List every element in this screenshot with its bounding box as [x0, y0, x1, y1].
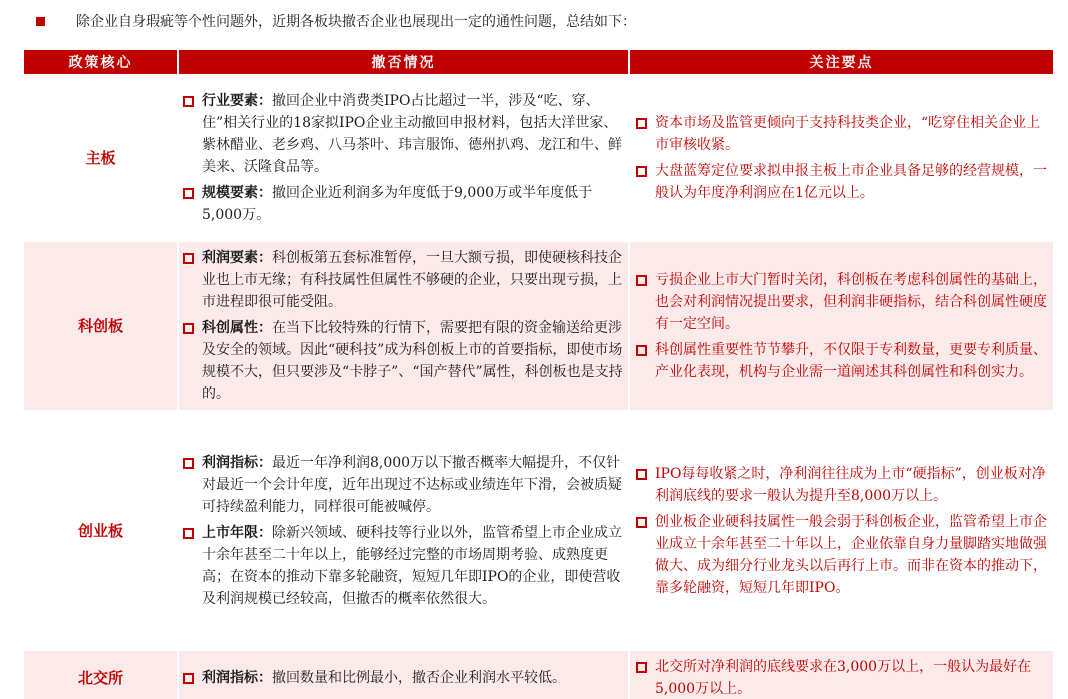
policy-table: [24, 50, 1053, 699]
situation-text: 撤回企业中消费类IPO占比超过一半，涉及“吃、穿、住”相关行业的18家拟IPO企业主动撤回申报材料，包括大洋世家、紫林醋业、老乡鸡、八马茶叶、玮言服饰、德州扒鸡、龙江和牛、鲜美来、沃隆食品等。: [202, 93, 622, 175]
situation-cell: [179, 640, 630, 699]
focus-text: 亏损企业上市大门暂时关闭，科创板在考虑科创属性的基础上，也会对利润情况提出要求，但利润非硬指标，结合科创属性硬度有一定空间。: [655, 272, 1047, 332]
situation-text: 撤回企业近利润多为年度低于9,000万或半年度低于5,000万。: [202, 185, 593, 223]
situation-item: [183, 182, 624, 226]
category-cell: 北交所: [24, 640, 179, 699]
situation-item: [183, 667, 624, 689]
header-policy-core: 政策核心: [24, 50, 179, 74]
table-row-star-market: [24, 231, 1053, 410]
focus-cell: [630, 231, 1053, 410]
header-focus-points: 关注要点: [630, 50, 1053, 74]
header-withdrawal-situation: 撤否情况: [179, 50, 630, 74]
square-bullet-icon: [36, 17, 45, 26]
situation-text: 最近一年净利润8,000万以下撤否概率大幅提升，不仅针对最近一个会计年度，近年出现过不达标或业绩连年下滑，会被质疑可持续盈利能力，同样很可能被喊停。: [202, 454, 622, 515]
situation-cell: [179, 231, 630, 410]
situation-text: 在当下比较特殊的行情下，需要把有限的资金输送给更涉及安全的领域。因此“硬科技”成为科创板上市的首要指标，即使市场规模不大，但只要涉及“卡脖子”、“国产替代”属性，科创板也是支持的。: [202, 320, 623, 402]
focus-item: [636, 463, 1049, 507]
checkbox-square-icon: [636, 517, 647, 528]
situation-title: 上市年限：: [202, 524, 272, 541]
checkbox-square-icon: [636, 345, 647, 356]
situation-item: [183, 522, 624, 610]
focus-item: [636, 269, 1049, 335]
table-header-row: [24, 50, 1053, 74]
focus-cell: [630, 410, 1053, 640]
category-cell: 创业板: [24, 410, 179, 640]
table-row-bse: [24, 640, 1053, 699]
table-row-main-board: [24, 74, 1053, 231]
focus-item: [636, 656, 1049, 699]
focus-text: 资本市场及监管更倾向于支持科技类企业，“吃穿住相关企业上市审核收紧。: [655, 115, 1041, 153]
checkbox-square-icon: [183, 188, 194, 199]
intro-text: 除企业自身瑕疵等个性问题外，近期各板块撤否企业也展现出一定的通性问题，总结如下：: [76, 14, 636, 30]
focus-item: [636, 511, 1049, 599]
focus-item: [636, 160, 1049, 204]
focus-cell: [630, 640, 1053, 699]
situation-cell: [179, 74, 630, 231]
category-cell: 主板: [24, 74, 179, 231]
focus-item: [636, 339, 1049, 383]
focus-text: 创业板企业硬科技属性一般会弱于科创板企业，监管希望上市企业成立十余年甚至二十年以上，企业依靠自身力量脚踏实地做强做大、成为细分行业龙头以后再行上市。而非在资本的推动下，靠多轮融资，短短几年即IPO。: [655, 513, 1047, 596]
situation-title: 利润指标：: [202, 670, 272, 686]
focus-cell: [630, 74, 1053, 231]
category-cell: 科创板: [24, 231, 179, 410]
situation-text: 除新兴领域、硬科技等行业以外，监管希望上市企业成立十余年甚至二十年以上，能够经过完整的市场周期考验、成熟度更高；在资本的推动下靠多轮融资，短短几年即IPO的企业，即使营收及利润规模已经较高，但撤否的概率依然很大。: [202, 524, 622, 607]
focus-text: IPO每每收紧之时，净利润往往成为上市“硬指标”，创业板对净利润底线的要求一般认为提升至8,000万以上。: [655, 465, 1046, 504]
focus-text: 大盘蓝筹定位要求拟申报主板上市企业具备足够的经营规模，一般认为年度净利润应在1亿元以上。: [655, 163, 1047, 201]
situation-text: 撤回数量和比例最小，撤否企业利润水平较低。: [272, 670, 566, 686]
checkbox-square-icon: [183, 673, 194, 684]
checkbox-square-icon: [636, 662, 647, 673]
checkbox-square-icon: [183, 458, 194, 469]
focus-text: 北交所对净利润的底线要求在3,000万以上，一般认为最好在5,000万以上。: [655, 659, 1032, 697]
checkbox-square-icon: [636, 118, 647, 129]
checkbox-square-icon: [183, 528, 194, 539]
checkbox-square-icon: [636, 166, 647, 177]
situation-title: 利润指标：: [202, 454, 272, 471]
checkbox-square-icon: [183, 323, 194, 334]
focus-item: [636, 112, 1049, 156]
checkbox-square-icon: [636, 469, 647, 480]
checkbox-square-icon: [183, 96, 194, 107]
table-row-chinext: [24, 410, 1053, 640]
situation-item: [183, 317, 624, 405]
situation-title: 规模要素：: [202, 185, 272, 201]
situation-item: [183, 247, 624, 313]
checkbox-square-icon: [183, 253, 194, 264]
situation-title: 科创属性：: [202, 320, 272, 336]
situation-title: 行业要素：: [202, 93, 272, 109]
situation-text: 科创板第五套标准暂停，一旦大额亏损，即使硬核科技企业也上市无缘；有科技属性但属性不够硬的企业，只要出现亏损，上市进程即很可能受阻。: [202, 250, 622, 310]
focus-text: 科创属性重要性节节攀升，不仅限于专利数量，更要专利质量、产业化表现，机构与企业需一道阐述其科创属性和科创实力。: [655, 342, 1047, 380]
situation-item: [183, 90, 624, 178]
checkbox-square-icon: [636, 275, 647, 286]
situation-cell: [179, 410, 630, 640]
situation-title: 利润要素：: [202, 250, 272, 266]
situation-item: [183, 452, 624, 518]
